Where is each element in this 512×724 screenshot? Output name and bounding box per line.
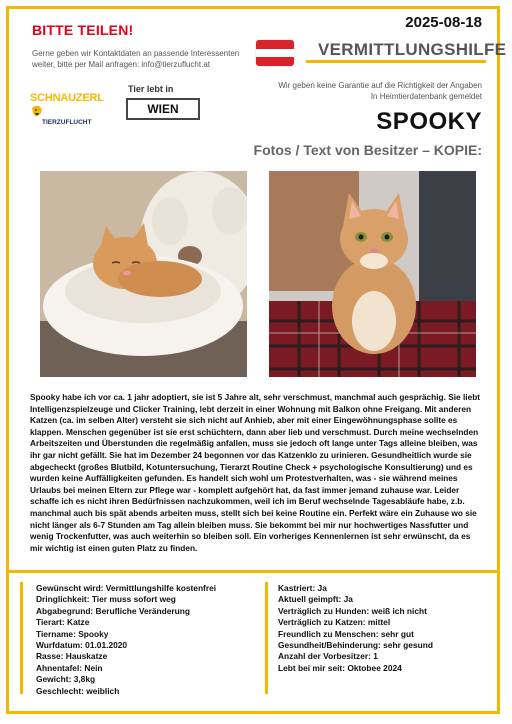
logo-subtitle: TIERZUFLUCHT: [42, 119, 92, 126]
detail-line: Ahnentafel: Nein: [36, 662, 103, 673]
detail-line: Abgabegrund: Berufliche Veränderung: [36, 605, 191, 616]
detail-line: Verträglich zu Hunden: weiß ich nicht: [278, 605, 427, 616]
austria-flag-icon: [256, 40, 294, 66]
detail-line: Geschlecht: weiblich: [36, 685, 120, 696]
detail-line: Kastriert: Ja: [278, 583, 327, 593]
detail-line: Anzahl der Vorbesitzer: 1: [278, 651, 378, 662]
lives-in-label: Tier lebt in: [128, 84, 174, 94]
detail-line: Gewünscht wird: Vermittlungshilfe kostenfrei: [36, 583, 217, 593]
cat-photo-sitting-on-plaid-blanket: [269, 171, 476, 377]
details-left-bar: [20, 582, 23, 694]
disclaimer: Wir geben keine Garantie auf die Richtigkeit der Angaben In Heimtierdatenbank gemeldet: [278, 81, 482, 101]
section-divider: [6, 570, 500, 573]
city-box: WIEN: [126, 98, 200, 120]
schnauzer-dog-logo: [30, 92, 102, 128]
detail-line: Freundlich zu Menschen: sehr gut: [278, 628, 414, 639]
dog-head-icon: [30, 104, 44, 118]
photo-heading: Fotos / Text von Besitzer – KOPIE:: [253, 142, 482, 158]
details-right: [278, 583, 488, 674]
cat-photo-sleeping-in-fluffy-bed: [40, 171, 247, 377]
details-left: [36, 583, 256, 697]
pet-name: SPOOKY: [376, 108, 482, 135]
headline-underline: [306, 60, 486, 63]
detail-line: Aktuell geimpft: Ja: [278, 594, 353, 605]
detail-line: Rasse: Hauskatze: [36, 651, 108, 662]
detail-line: Lebt bei mir seit: Oktobee 2024: [278, 662, 402, 673]
detail-line: Tierart: Katze: [36, 617, 90, 628]
detail-line: Gesundheit/Behinderung: sehr gesund: [278, 640, 433, 651]
details-right-bar: [265, 582, 268, 694]
headline: VERMITTLUNGSHILFE: [318, 40, 507, 59]
story-text: Spooky habe ich vor ca. 1 jahr adoptiert, sie ist 5 Jahre alt, sehr verschmust, manchmal auch gesprächig. Sie liebt Intelligenzspielzeuge und Clicker Training, lebt derzeit in einer Wohnung mit Balkon ohne Freigang. Mit anderen Katzen (ca. im selben Alter) versteht sie sich nicht auf Anhieb, aber mit einer Eingewöhnungsphase sollte es klappen. Menschen gegenüber ist sie erst schüchtern, dann aber lieb und verschmust. Durch meine wechselnden Arbeitszeiten und Überstunden die regelmäßig anfallen, muss sie jedoch oft lange unter Tags alleine bleiben, was ihr gar nicht gefällt. Sie hat im Dezember 24 begonnen vor das Katzenklo zu urinieren. Gesundheitlich wurde sie abgecheckt (großes Blutbild, Kotuntersuchung, Tierarzt Routine Check + psychologische Konsultierung) und es wurden keine Auffälligkeiten gefunden. Es handelt sich wohl um Protestverhalten, was - sie während meines Urlaubs bei meinen Eltern zur Pflege war - komplett aufgehört hat, da fast immer jemand zuhause war. Leider schaffe ich es nicht ihren Bedürfnissen nachzukommen, weil ich im Beruf wechselnde Tagesabläufe habe, z.b. manchmal auch bis spät abends arbeiten muss, stellt sich bei keine Routine ein. Perfekt wäre ein Zuhause wo sie nicht länger als 6-7 Stunden am Tag allein bleiben muss. Sie bekommt bei mir nur hochwertiges Nassfutter und wenig Trockenfutter, was auch weiterhin so bleiben soll. Ein vorheriges Kennenlernen ist sehr erwünscht, da es mir wichtig ist einen guten Platz zu finden.: [30, 392, 481, 553]
detail-line: Verträglich zu Katzen: mittel: [278, 617, 391, 628]
poster-date: 2025-08-18: [405, 14, 482, 31]
share-banner: BITTE TEILEN!: [32, 22, 134, 38]
detail-line: Gewicht: 3,8kg: [36, 674, 96, 685]
contact-note: Gerne geben wir Kontaktdaten an passende Interessenten weiter, bitte per Mail anfragen: info@tierzuflucht.at: [32, 49, 240, 69]
detail-line: Wurfdatum: 01.01.2020: [36, 640, 128, 651]
detail-line: Dringlichkeit: Tier muss sofort weg: [36, 594, 176, 605]
logo-wordmark: SCHNAUZERL: [30, 92, 104, 104]
detail-line: Tiername: Spooky: [36, 628, 109, 639]
